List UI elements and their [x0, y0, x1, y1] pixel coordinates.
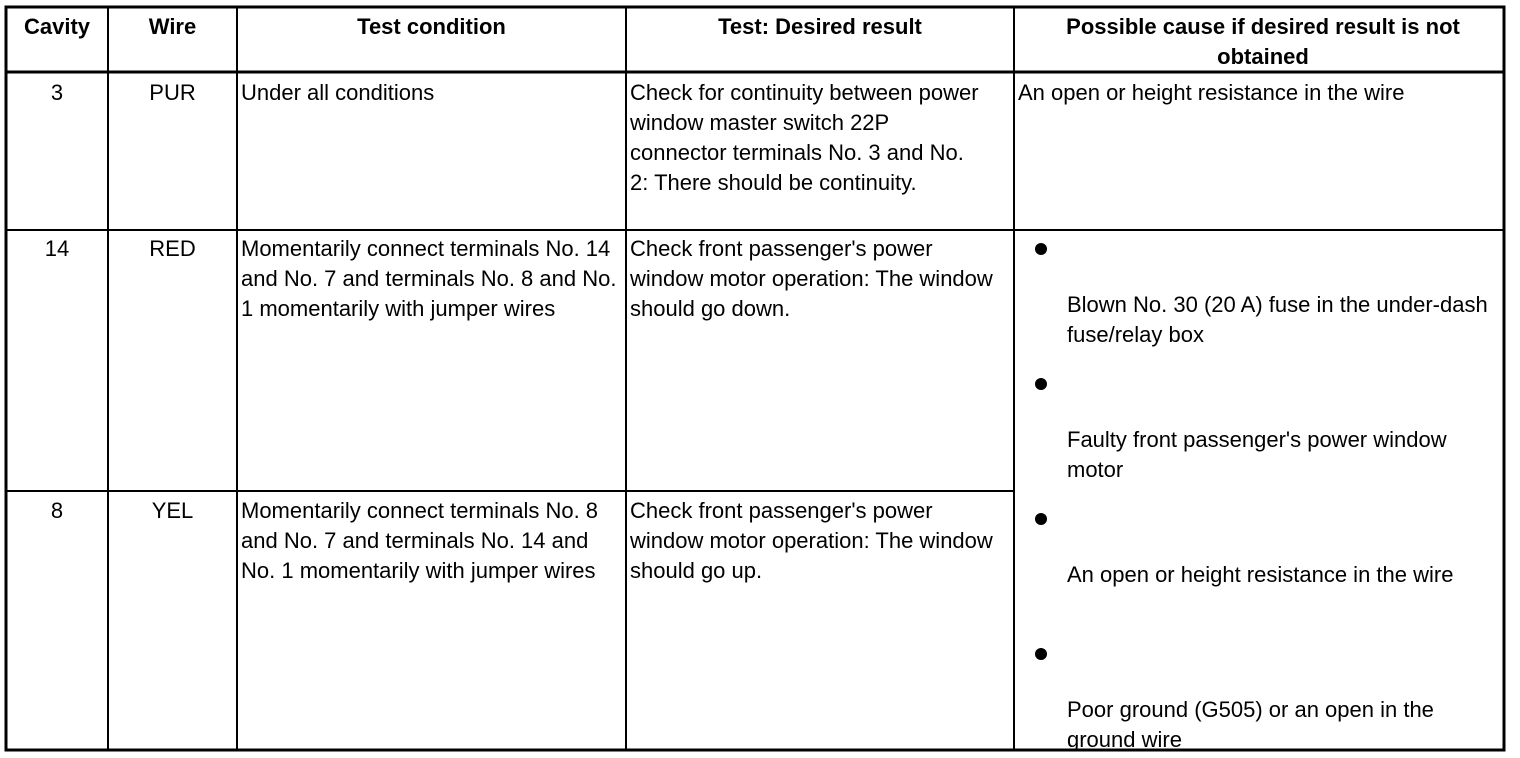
- cell-cavity: 8: [50, 498, 64, 523]
- header-test-condition: Test condition: [357, 14, 506, 39]
- cell-desired-result: Check front passenger's power window motor operation: The window should go down.: [630, 236, 993, 321]
- cause-list-item: Poor ground (G505) or an open in the ground wire: [1067, 697, 1434, 752]
- cell-test-condition: Momentarily connect terminals No. 8 and No. 7 and terminals No. 14 and No. 1 momentarily with jumper wires: [241, 498, 599, 583]
- cell-possible-cause: An open or height resistance in the wire: [1018, 80, 1405, 105]
- cell-cavity: 3: [50, 80, 64, 105]
- cause-list-item: Blown No. 30 (20 A) fuse in the under-dash fuse/relay box: [1067, 292, 1488, 347]
- header-cavity: Cavity: [23, 14, 91, 39]
- cell-test-condition: Momentarily connect terminals No. 14 and No. 7 and terminals No. 8 and No. 1 momentarily with jumper wires: [241, 236, 617, 321]
- cause-list-item: An open or height resistance in the wire: [1067, 562, 1454, 587]
- cell-wire: YEL: [151, 498, 194, 523]
- bullet-icon: [1035, 513, 1047, 525]
- bullet-icon: [1035, 378, 1047, 390]
- bullet-icon: [1035, 648, 1047, 660]
- cell-cavity: 14: [44, 236, 70, 261]
- cell-wire: RED: [149, 236, 196, 261]
- header-wire: Wire: [148, 14, 197, 39]
- cell-test-condition: Under all conditions: [241, 80, 435, 105]
- header-possible-cause: Possible cause if desired result is not obtained: [1066, 14, 1460, 69]
- cell-desired-result: Check front passenger's power window motor operation: The window should go up.: [630, 498, 993, 583]
- bullet-icon: [1035, 243, 1047, 255]
- cause-list-item: Faulty front passenger's power window motor: [1067, 427, 1447, 482]
- cell-desired-result: Check for continuity between power window master switch 22P connector terminals No. 3 and No. 2: There should be continuity.: [630, 80, 979, 195]
- cell-wire: PUR: [149, 80, 196, 105]
- header-desired-result: Test: Desired result: [718, 14, 922, 39]
